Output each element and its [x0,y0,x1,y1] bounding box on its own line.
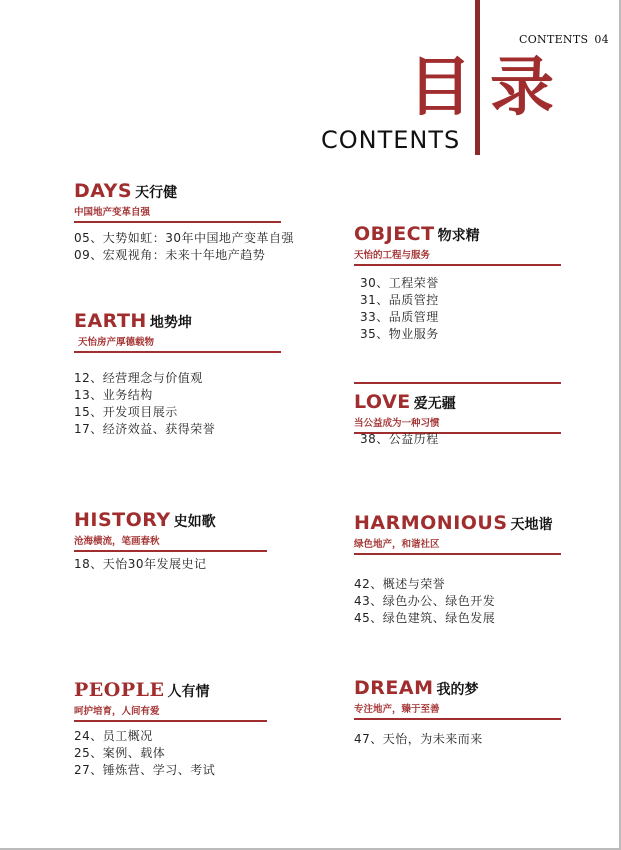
section-title-en: LOVE [354,391,411,413]
toc-entry[interactable]: 17、经济效益、获得荣誉 [74,422,216,436]
section-title [74,312,281,331]
toc-entry[interactable]: 47、天怡，为未来而来 [354,732,483,746]
section-title-en: PEOPLE [74,679,165,701]
toc-entry[interactable]: 18、天怡30年发展史记 [74,557,207,571]
section-love [354,393,561,434]
section-dream-list [354,731,483,748]
toc-entry[interactable]: 27、锤炼营、学习、考试 [74,763,216,777]
toc-entry[interactable]: 38、公益历程 [360,432,439,446]
toc-entry[interactable]: 43、绿色办公、绿色开发 [354,594,496,608]
title-english: CONTENTS [321,126,461,154]
section-title-en: EARTH [74,310,147,332]
title-char-1: 目 [408,51,472,125]
section-title-cn: 人有情 [167,684,210,700]
section-title-cn: 天地谐 [510,517,553,533]
toc-entry[interactable]: 24、员工概况 [74,729,153,743]
section-rule [354,718,561,720]
toc-entry[interactable]: 45、绿色建筑、绿色发展 [354,611,496,625]
page-number: 04 [594,33,609,46]
section-title [354,225,561,244]
section-title-cn: 史如歌 [173,514,216,530]
section-subtitle: 绿色地产，和谐社区 [354,539,440,550]
section-subtitle: 专注地产，臻于至善 [354,704,440,715]
header-vertical-rule [475,0,480,155]
section-subtitle: 天怡房产厚德载物 [78,337,155,348]
section-harmonious-list [354,576,495,627]
section-subtitle: 天怡的工程与服务 [354,250,431,261]
toc-entry[interactable]: 12、经营理念与价值观 [74,371,203,385]
toc-entry[interactable]: 33、品质管理 [360,310,439,324]
section-object-list [360,275,439,343]
section-object [354,225,561,266]
title-char-2: 录 [490,51,554,125]
section-title-en: DAYS [74,180,133,202]
section-title-cn: 我的梦 [436,682,479,698]
section-title-en: DREAM [354,677,434,699]
section-subtitle: 沧海横流，笔画春秋 [74,536,160,547]
section-title-cn: 爱无疆 [413,396,456,412]
section-harmonious [354,514,561,555]
section-title [354,393,561,412]
section-history-list [74,556,207,573]
section-rule [74,221,281,223]
section-top-rule [354,382,561,384]
section-rule [354,264,561,266]
toc-entry[interactable]: 05、大势如虹：30年中国地产变革自强 [74,231,295,245]
section-title-en: HISTORY [74,509,171,531]
running-header-label: CONTENTS [519,33,589,46]
section-title [354,679,561,698]
section-rule [74,351,281,353]
section-earth-list [74,370,215,438]
section-title [74,681,267,700]
toc-entry[interactable]: 42、概述与荣誉 [354,577,446,591]
toc-entry[interactable]: 15、开发项目展示 [74,405,178,419]
toc-entry[interactable]: 30、工程荣誉 [360,276,439,290]
section-history [74,511,267,552]
section-people [74,681,267,722]
section-title-cn: 物求精 [437,228,480,244]
section-title [74,182,281,201]
section-title-cn: 天行健 [135,185,178,201]
section-earth [74,312,281,353]
section-title-cn: 地势坤 [149,315,192,331]
section-days-list [74,230,294,264]
section-title-en: OBJECT [354,223,435,245]
section-dream [354,679,561,720]
section-rule [74,550,267,552]
section-days [74,182,281,223]
toc-entry[interactable]: 09、宏观视角：未来十年地产趋势 [74,248,266,262]
section-subtitle: 呵护培育，人间有爱 [74,706,160,717]
section-title-en: HARMONIOUS [354,512,508,534]
section-rule [354,553,561,555]
toc-entry[interactable]: 25、案例、载体 [74,746,166,760]
toc-entry[interactable]: 31、品质管控 [360,293,439,307]
section-subtitle: 当公益成为一种习惯 [354,418,440,429]
toc-entry[interactable]: 13、业务结构 [74,388,153,402]
section-people-list [74,728,215,779]
section-title [354,514,561,533]
section-love-list [360,431,439,448]
section-title [74,511,267,530]
toc-entry[interactable]: 35、物业服务 [360,327,439,341]
running-header [519,33,609,46]
section-subtitle: 中国地产变革自强 [74,207,151,218]
section-rule [74,720,267,722]
